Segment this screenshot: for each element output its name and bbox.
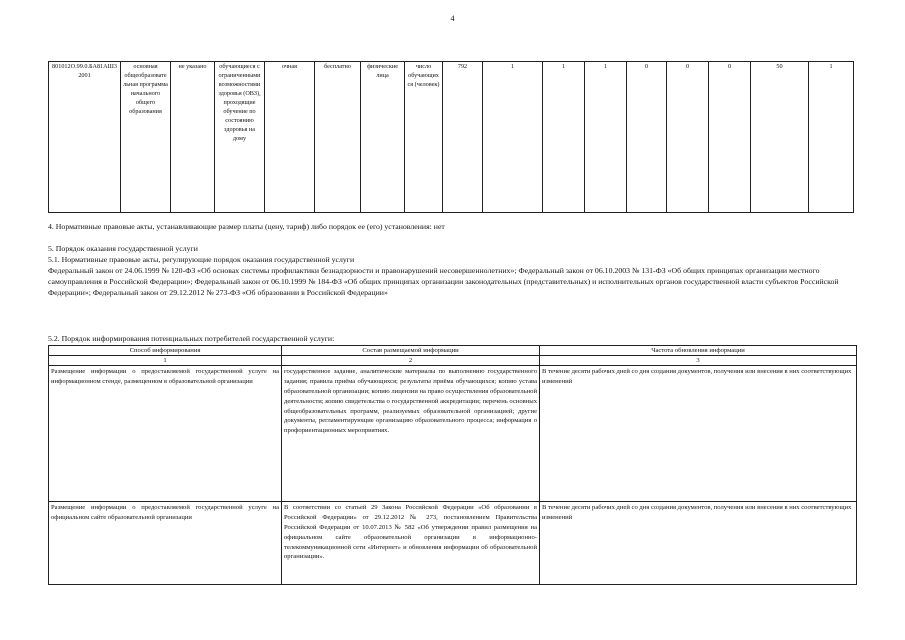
- method-cell: Размещение информации о предоставляемой государственной услуге на информационном стенде, размещенном в образовательной организации: [49, 366, 282, 502]
- payment-cell: бесплатно: [315, 62, 361, 213]
- section-5-2-title: 5.2. Порядок информирования потенциальных потребителей государственной услуги:: [48, 334, 335, 343]
- category-cell: обучающиеся с ограниченными возможностями здоровья (ОВЗ), проходящие обучение по состоянию здоровья на дому: [215, 62, 265, 213]
- value-cell: 0: [709, 62, 751, 213]
- content-cell: В соответствии со статьей 29 Закона Российской Федерации «Об образовании в Российской Федерации» от 29.12.2012 № 273, постановлением Правительства Российской Федерации от 10.07.2013 № 582 «Об утверждении правил размещения на официальном сайте образовательной организации в информационно-телекоммуникационной сети «Интернет» и обновления информации об образовательной организации».: [282, 502, 540, 585]
- page-number: 4: [450, 14, 455, 23]
- header-content: Состав размещаемой информации: [282, 346, 540, 356]
- section-5-2: [48, 333, 858, 344]
- information-table: [48, 345, 857, 585]
- section-4: [48, 221, 858, 232]
- program-cell: основная общеобразовательная программа начального общего образования: [121, 62, 171, 213]
- info-table-header-row: [49, 346, 857, 356]
- frequency-cell: В течение десяти рабочих дней со дня создания документов, получения или внесения в них соответствующих изменений: [540, 502, 857, 585]
- indicator-table: [48, 61, 854, 213]
- form-cell: очная: [265, 62, 315, 213]
- header-method: Способ информирования: [49, 346, 282, 356]
- value-cell: 1: [585, 62, 627, 213]
- section-4-text: 4. Нормативные правовые акты, устанавливающие размер платы (цену, тариф) либо порядок ее (его) установления: нет: [48, 222, 445, 231]
- value-cell: 1: [543, 62, 585, 213]
- value-cell: 1: [483, 62, 543, 213]
- column-number: 2: [282, 356, 540, 366]
- table-row: [49, 366, 857, 502]
- standard-cell: не указано: [171, 62, 215, 213]
- section-5-title: 5. Порядок оказания государственной услуги: [48, 244, 198, 253]
- value-cell: 0: [667, 62, 709, 213]
- frequency-cell: В течение десяти рабочих дней со дня создания документов, получения или внесения в них соответствующих изменений: [540, 366, 857, 502]
- deviation-percent-cell: 50: [751, 62, 809, 213]
- info-table-number-row: [49, 356, 857, 366]
- method-cell: Размещение информации о предоставляемой государственной услуге на официальном сайте образовательной организации: [49, 502, 282, 585]
- section-5-1-text: Федеральный закон от 24.06.1999 № 120-ФЗ «Об основах системы профилактики безнадзорности и правонарушений несовершеннолетних»; Федеральный закон от 06.10.2003 № 131-ФЗ «Об общих принципах организации местного самоуправления в Российской Федерации»; Федеральный закон от 06.10.1999 № 184-ФЗ «Об общих принципах организации законодательных (представительных) и исполнительных органов государственной власти субъектов Российской Федерации»; Федеральный закон от 29.12.2012 № 273-ФЗ «Об образовании в Российской Федерации»: [48, 266, 839, 298]
- column-number: 3: [540, 356, 857, 366]
- consumers-cell: физические лица: [361, 62, 405, 213]
- table-row: [49, 502, 857, 585]
- section-5: [48, 243, 858, 298]
- indicator-row: [49, 62, 854, 213]
- section-5-1-title: 5.1. Нормативные правовые акты, регулирующие порядок оказания государственной услуги: [48, 255, 355, 265]
- value-cell: 0: [627, 62, 667, 213]
- indicator-name-cell: число обучающихся (человек): [405, 62, 443, 213]
- deviation-absolute-cell: 1: [809, 62, 854, 213]
- content-cell: государственное задание, аналитические материалы по выполнению государственного задания; правила приёма обучающихся; результаты приёма обучающихся; копию устава образовательной организации; копию лицензии на право осуществления образовательной деятельности; копию свидетельства о государственной аккредитации; перечень основных общеобразовательных программ, реализуемых образовательной организацией; другие документы, регламентирующие организацию образовательного процесса; информация о профориентационных мероприятиях.: [282, 366, 540, 502]
- registry-code-cell: 801012О.99.0.БА81АШ32001: [49, 62, 121, 213]
- okei-code-cell: 792: [443, 62, 483, 213]
- column-number: 1: [49, 356, 282, 366]
- header-frequency: Частота обновления информации: [540, 346, 857, 356]
